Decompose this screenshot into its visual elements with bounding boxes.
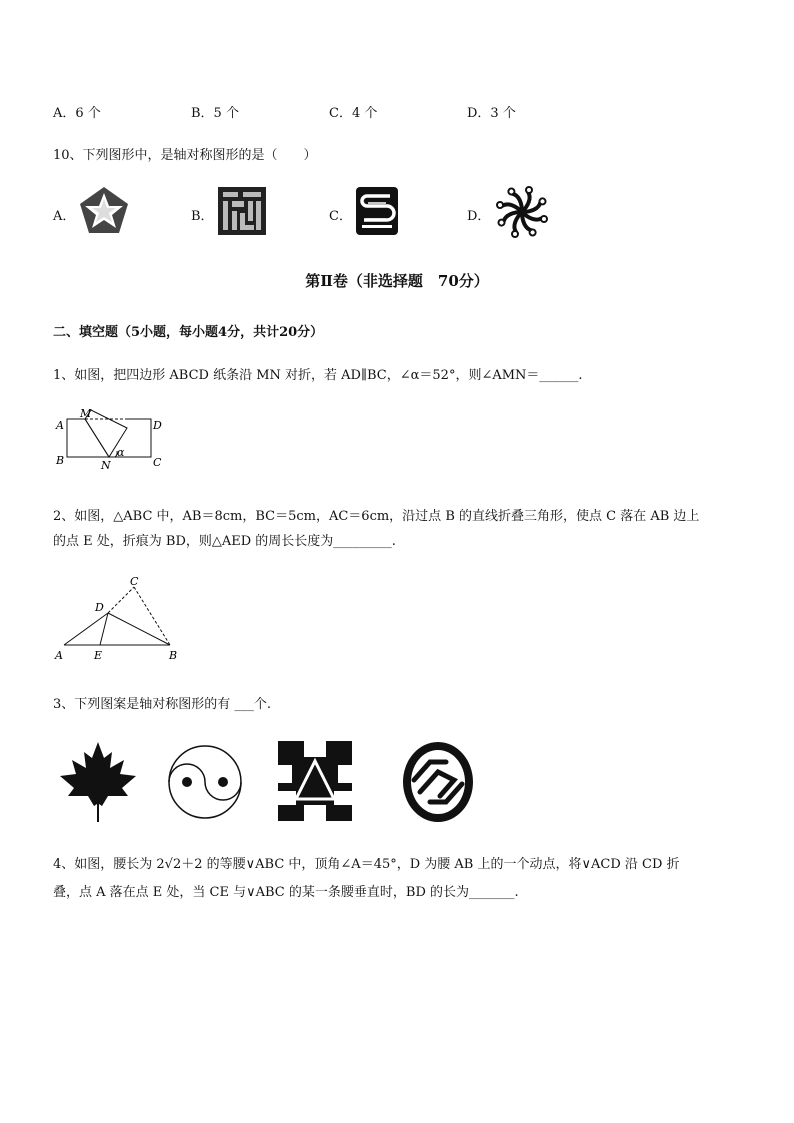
fill-q4-stem-line2: 叠，点 A 落在点 E 处，当 CE 与∨ABC 的某一条腰垂直时，BD 的长为_______. [53, 885, 519, 900]
fill-q2-label-b: B [169, 649, 178, 662]
fill-q2-stem-line2: 的点 E 处，折痕为 BD，则△AED 的周长长度为_________. [53, 534, 396, 549]
q9-option-c: C．4 个 [329, 106, 378, 121]
fill-q2-stem-line1: 2、如图，△ABC 中，AB＝8cm，BC＝5cm，AC＝6cm，沿过点 B 的直线折叠三角形，使点 C 落在 AB 边上 [53, 509, 700, 524]
q10-figure-b-maze-square [218, 187, 266, 235]
fill-q1-label-c: C [153, 456, 162, 469]
fill-q1-label-alpha: α [117, 446, 125, 459]
fill-q2-label-a: A [55, 649, 63, 662]
q10-label-b: B． [191, 209, 214, 224]
part2-title: 第Ⅱ卷（非选择题 70分） [305, 272, 489, 290]
fill-q2-label-c: C [130, 575, 139, 588]
fill-q1-label-m: M [80, 407, 92, 420]
fill-q3-figure-yin-yang [165, 740, 245, 824]
fill-q2-figure-triangle [50, 573, 190, 665]
fill-q3-figure-mobile-logo [400, 740, 476, 824]
q9-option-b: B．5 个 [191, 106, 239, 121]
fill-q3-stem: 3、下列图案是轴对称图形的有 ___个. [53, 697, 272, 712]
fill-q4-stem-line1: 4、如图，腰长为 2√2＋2 的等腰∨ABC 中，顶角∠A＝45°，D 为腰 AB 上的一个动点，将∨ACD 沿 CD 折 [53, 857, 680, 872]
q10-figure-d-pinwheel [494, 184, 550, 240]
q10-figure-a-pentagon-star [78, 185, 130, 237]
q9-option-a: A．6 个 [53, 106, 101, 121]
fill-q2-label-d: D [95, 601, 104, 614]
fill-q1-label-d: D [153, 419, 162, 432]
fill-q1-figure-folded-strip [53, 406, 173, 472]
fill-q2-label-e: E [94, 649, 103, 662]
q10-label-c: C． [329, 209, 352, 224]
fill-q1-label-a: A [56, 419, 64, 432]
fill-q1-stem: 1、如图，把四边形 ABCD 纸条沿 MN 对折，若 AD∥BC，∠α＝52°，则∠AMN＝______. [53, 368, 583, 383]
fill-q3-figure-maple-leaf [58, 740, 138, 824]
section2-heading: 二、填空题（5小题，每小题4分，共计20分） [53, 325, 324, 340]
q10-label-a: A． [53, 209, 76, 224]
q10-label-d: D． [467, 209, 491, 224]
fill-q1-label-b: B [56, 454, 65, 467]
q10-figure-c-s-logo [356, 187, 398, 235]
fill-q1-label-n: N [101, 459, 111, 472]
q9-option-d: D．3 个 [467, 106, 516, 121]
fill-q3-figure-block-pattern [278, 741, 352, 821]
q10-stem: 10、下列图形中，是轴对称图形的是（ ） [53, 148, 317, 163]
